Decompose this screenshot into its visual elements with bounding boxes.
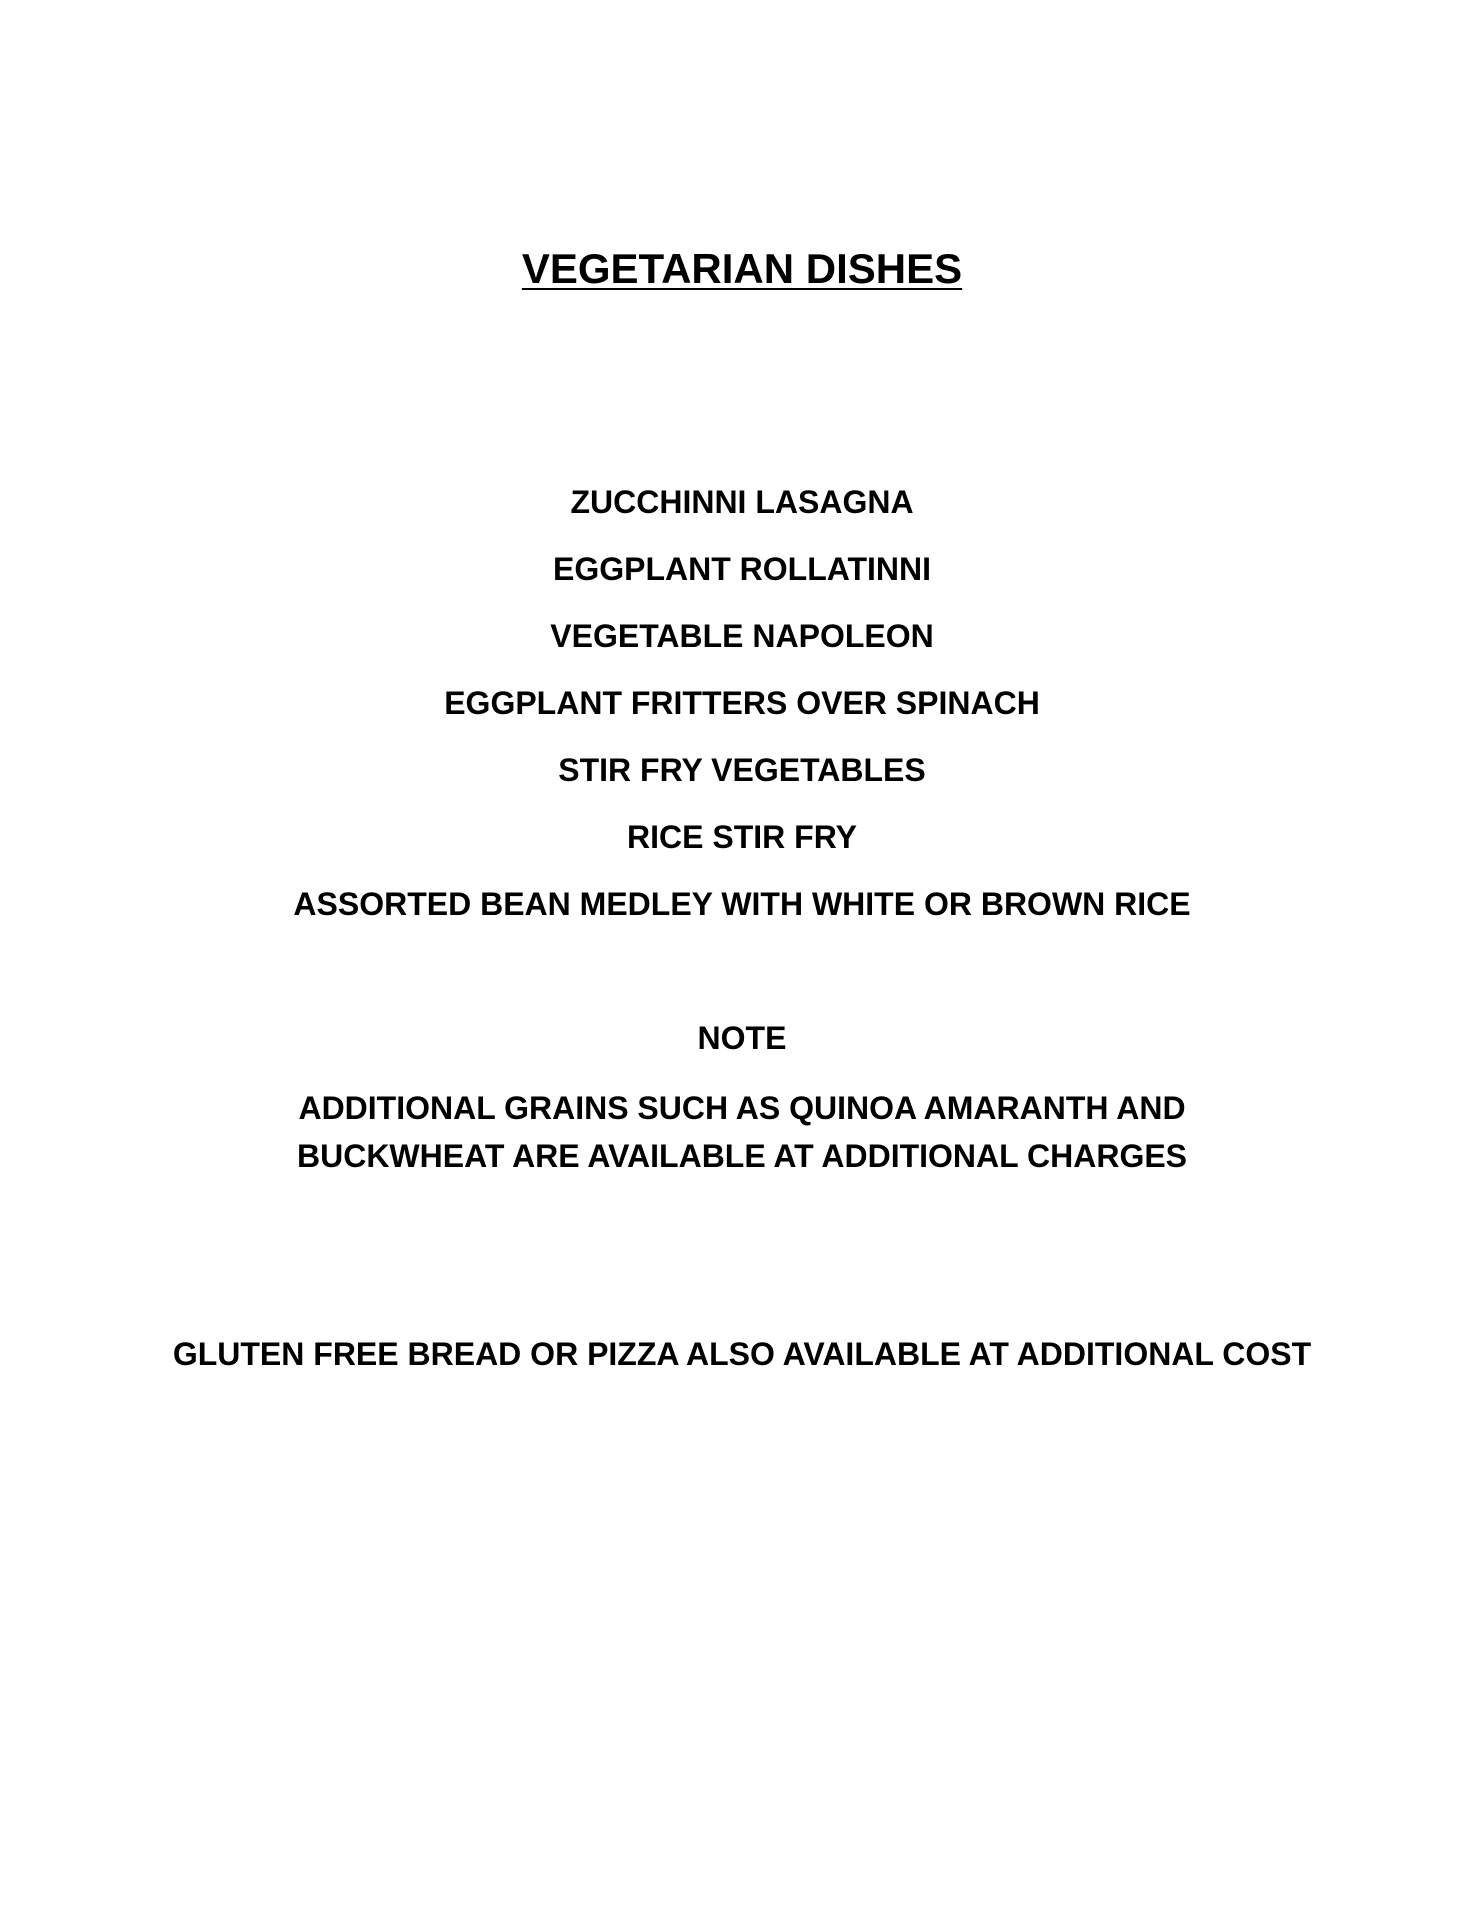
dish-item: RICE STIR FRY <box>627 819 857 855</box>
dish-item: ASSORTED BEAN MEDLEY WITH WHITE OR BROWN RICE <box>293 886 1191 922</box>
dish-item: EGGPLANT FRITTERS OVER SPINACH <box>444 685 1040 721</box>
gluten-free-notice: GLUTEN FREE BREAD OR PIZZA ALSO AVAILABLE AT ADDITIONAL COST <box>172 1336 1312 1372</box>
note-line: BUCKWHEAT ARE AVAILABLE AT ADDITIONAL CHARGES <box>296 1138 1188 1174</box>
dish-item: STIR FRY VEGETABLES <box>558 752 926 788</box>
note-text <box>0 1084 1484 1180</box>
dish-item: ZUCCHINNI LASAGNA <box>570 484 914 520</box>
note-line: ADDITIONAL GRAINS SUCH AS QUINOA AMARANTH AND <box>298 1090 1186 1126</box>
page-title: VEGETARIAN DISHES <box>521 245 963 292</box>
dish-item: EGGPLANT ROLLATINNI <box>552 551 932 587</box>
dish-item: VEGETABLE NAPOLEON <box>550 618 934 654</box>
note-heading: NOTE <box>697 1020 787 1056</box>
